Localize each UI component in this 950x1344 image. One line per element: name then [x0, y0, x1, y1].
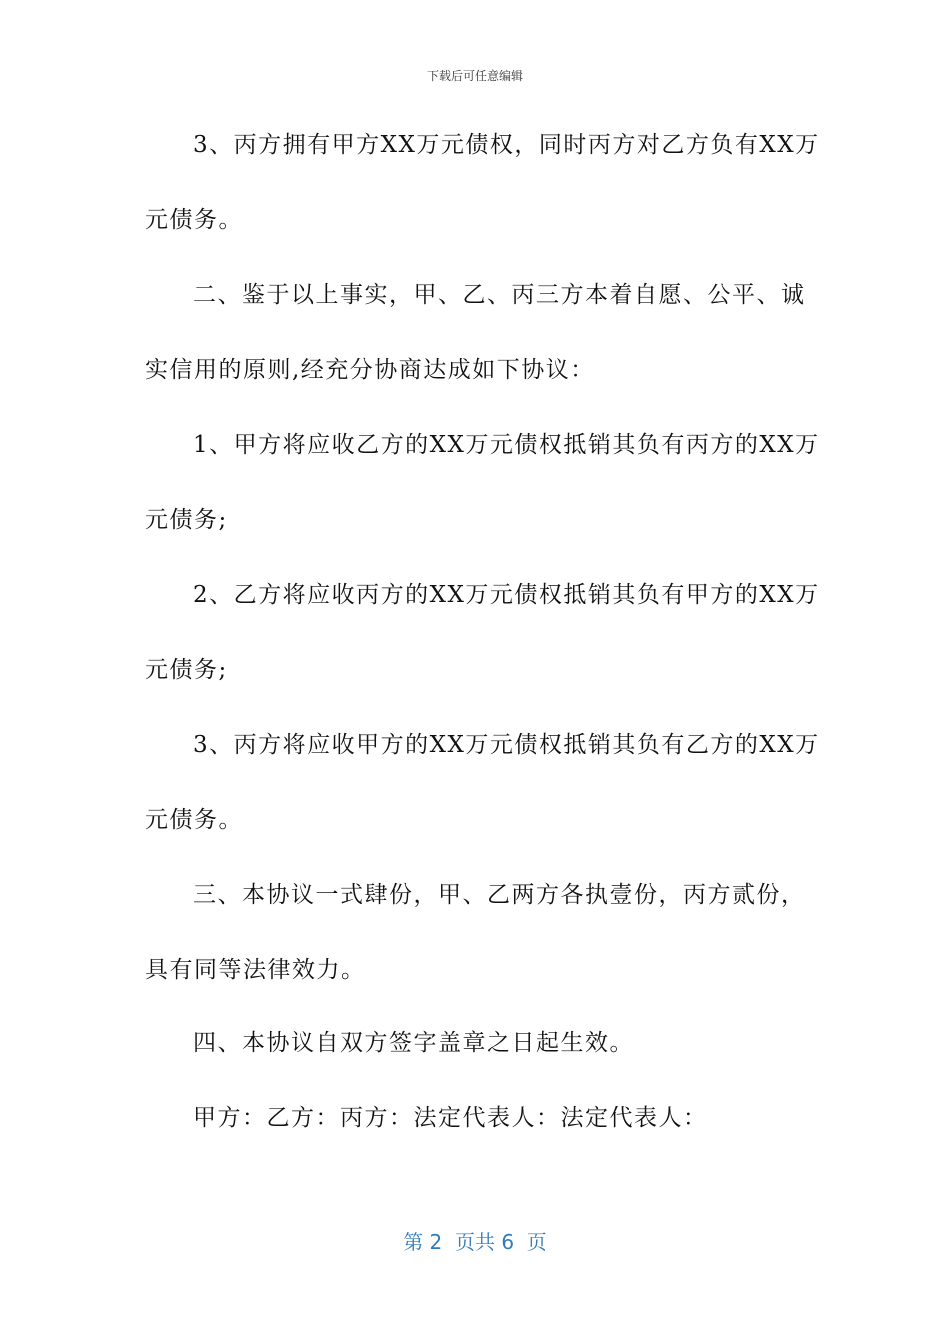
signature-parties-line: 甲方：乙方：丙方：法定代表人：法定代表人： — [193, 1105, 708, 1131]
page-header: 下载后可任意编辑 — [426, 69, 523, 83]
agreement-3-line-2: 元债务。 — [145, 807, 243, 833]
agreement-2-line-2: 元债务; — [145, 657, 228, 683]
section-2-line-1: 二、鉴于以上事实，甲、乙、丙三方本着自愿、公平、诚 — [193, 282, 806, 308]
section-3-line-2: 具有同等法律效力。 — [145, 957, 366, 983]
section-4-line: 四、本协议自双方签字盖章之日起生效。 — [193, 1030, 634, 1056]
section-3-line-1: 三、本协议一式肆份，甲、乙两方各执壹份，丙方贰份， — [193, 882, 806, 908]
clause-3-line-1: 3、丙方拥有甲方XX万元债权，同时丙方对乙方负有XX万 — [193, 132, 820, 158]
agreement-1-line-1: 1、甲方将应收乙方的XX万元债权抵销其负有丙方的XX万 — [193, 432, 820, 458]
section-2-line-2: 实信用的原则,经充分协商达成如下协议： — [145, 357, 595, 383]
agreement-3-line-1: 3、丙方将应收甲方的XX万元债权抵销其负有乙方的XX万 — [193, 732, 820, 758]
clause-3-line-2: 元债务。 — [145, 207, 243, 233]
agreement-2-line-1: 2、乙方将应收丙方的XX万元债权抵销其负有甲方的XX万 — [193, 582, 820, 608]
page-number-footer: 第 2 页共 6 页 — [403, 1230, 547, 1254]
agreement-1-line-2: 元债务; — [145, 507, 228, 533]
